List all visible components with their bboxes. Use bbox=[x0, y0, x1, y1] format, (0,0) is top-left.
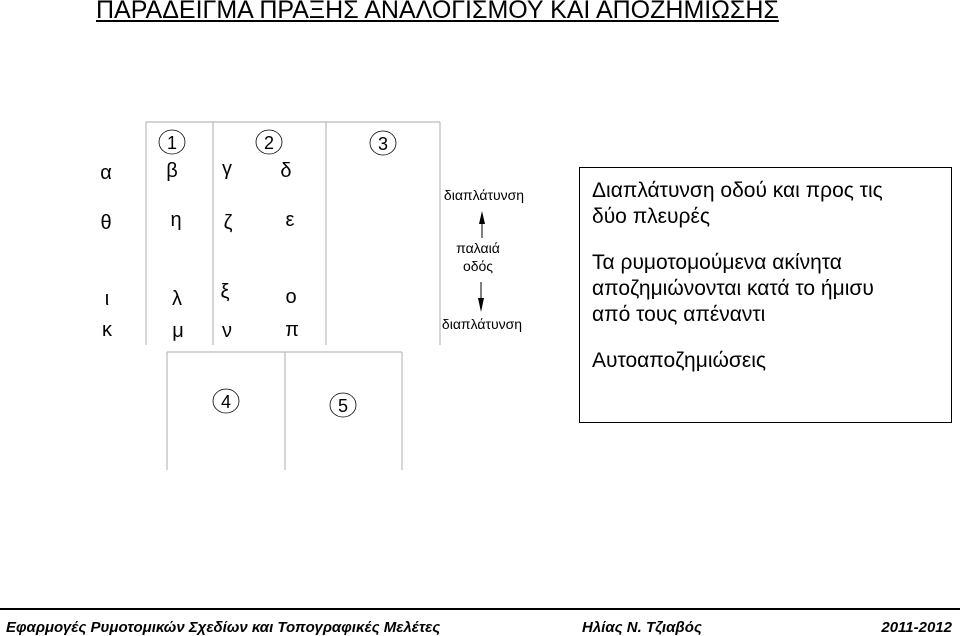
parcel-omicron: ο bbox=[285, 286, 297, 308]
block-number-2 bbox=[256, 130, 282, 154]
explanation-widening: Διαπλάτυνση οδού και προς τις δύο πλευρές bbox=[592, 179, 883, 228]
parcel-xi: ξ bbox=[220, 281, 230, 303]
block-number-5 bbox=[330, 393, 356, 417]
block-number-3 bbox=[370, 131, 396, 155]
parcel-mu: μ bbox=[172, 320, 184, 342]
parcel-gamma: γ bbox=[222, 158, 232, 180]
svg-text:3: 3 bbox=[377, 134, 389, 154]
footer-year: 2011-2012 bbox=[881, 619, 952, 636]
block-number-1 bbox=[159, 130, 185, 154]
widening-arrow-down bbox=[478, 282, 484, 312]
parcel-epsilon: ε bbox=[285, 209, 295, 231]
old-road-label-line1: παλαιά bbox=[456, 240, 500, 256]
widening-bottom-label: διαπλάτυνση bbox=[441, 316, 523, 332]
parcel-lambda: λ bbox=[172, 288, 182, 310]
parcel-nu: ν bbox=[222, 320, 232, 342]
parcel-letters bbox=[100, 158, 299, 342]
parcel-theta: θ bbox=[100, 212, 112, 234]
footer-author: Ηλίας Ν. Τζιαβός bbox=[582, 619, 702, 636]
svg-text:5: 5 bbox=[337, 396, 349, 416]
footer-bar bbox=[0, 608, 960, 636]
parcel-pi: π bbox=[285, 319, 299, 341]
block-number-4 bbox=[213, 389, 239, 413]
widening-arrow-up bbox=[479, 211, 485, 238]
parcel-alpha: α bbox=[100, 162, 112, 184]
explanation-compensation: Τα ρυμοτομούμενα ακίνητα αποζημιώνονται κατά το ήμισυ από τους απέναντι bbox=[592, 251, 874, 326]
parcel-delta: δ bbox=[280, 160, 292, 182]
widening-top-label: διαπλάτυνση bbox=[443, 187, 525, 203]
svg-text:2: 2 bbox=[263, 133, 275, 153]
explanation-self-compensation: Αυτοαποζημιώσεις bbox=[592, 349, 767, 372]
parcel-iota: ι bbox=[104, 288, 110, 310]
parcel-zeta: ζ bbox=[223, 212, 233, 234]
svg-text:4: 4 bbox=[220, 392, 232, 412]
footer-course-title: Εφαρμογές Ρυμοτομικών Σχεδίων και Τοπογραφικές Μελέτες bbox=[6, 619, 441, 636]
parcel-beta: β bbox=[166, 160, 178, 182]
parcel-eta: η bbox=[170, 209, 182, 231]
parcel-kappa: κ bbox=[102, 319, 112, 341]
explanation-box bbox=[579, 167, 952, 423]
old-road-label-line2: οδός bbox=[462, 258, 494, 274]
page-title: ΠΑΡΑΔΕΙΓΜΑ ΠΡΑΞΗΣ ΑΝΑΛΟΓΙΣΜΟΥ ΚΑΙ ΑΠΟΖΗΜΙΩΣΗΣ bbox=[96, 0, 779, 24]
svg-text:1: 1 bbox=[166, 133, 178, 153]
